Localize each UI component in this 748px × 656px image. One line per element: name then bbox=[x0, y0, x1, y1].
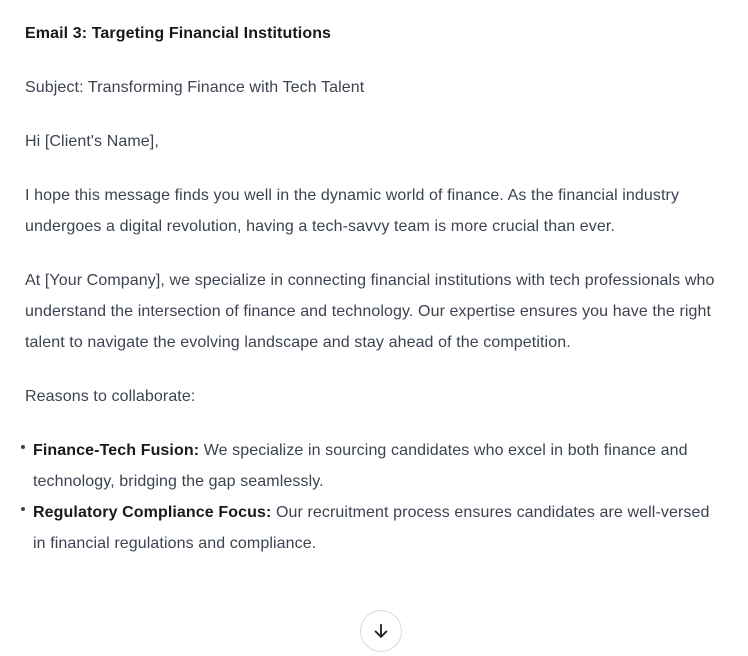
bullet-title: Finance-Tech Fusion: bbox=[33, 442, 200, 459]
arrow-down-icon bbox=[371, 621, 391, 641]
list-item bbox=[33, 435, 717, 497]
paragraph-intro: I hope this message finds you well in the dynamic world of finance. As the financial industry undergoes a digital revolution, having a tech-savvy team is more crucial than ever. bbox=[25, 187, 680, 235]
subject-line: Subject: Transforming Finance with Tech Talent bbox=[25, 79, 365, 96]
paragraph-pitch: At [Your Company], we specialize in connecting financial institutions with tech professionals who understand the intersection of finance and technology. Our expertise ensures you have the right talent to navigate the evolving landscape and stay ahead of the competition. bbox=[25, 272, 715, 351]
bullet-text: We specialize in sourcing candidates who excel in both finance and technology, bridging the gap seamlessly. bbox=[33, 442, 688, 490]
scroll-to-bottom-button[interactable] bbox=[360, 610, 402, 652]
list-item bbox=[33, 497, 717, 559]
list-intro: Reasons to collaborate: bbox=[25, 388, 196, 405]
reasons-list bbox=[25, 435, 717, 559]
greeting: Hi [Client's Name], bbox=[25, 133, 159, 150]
bullet-title: Regulatory Compliance Focus: bbox=[33, 504, 272, 521]
bullet-text: Our recruitment process ensures candidates are well-versed in financial regulations and compliance. bbox=[33, 504, 710, 552]
email-draft bbox=[25, 18, 717, 559]
email-heading: Email 3: Targeting Financial Institutions bbox=[25, 25, 332, 42]
